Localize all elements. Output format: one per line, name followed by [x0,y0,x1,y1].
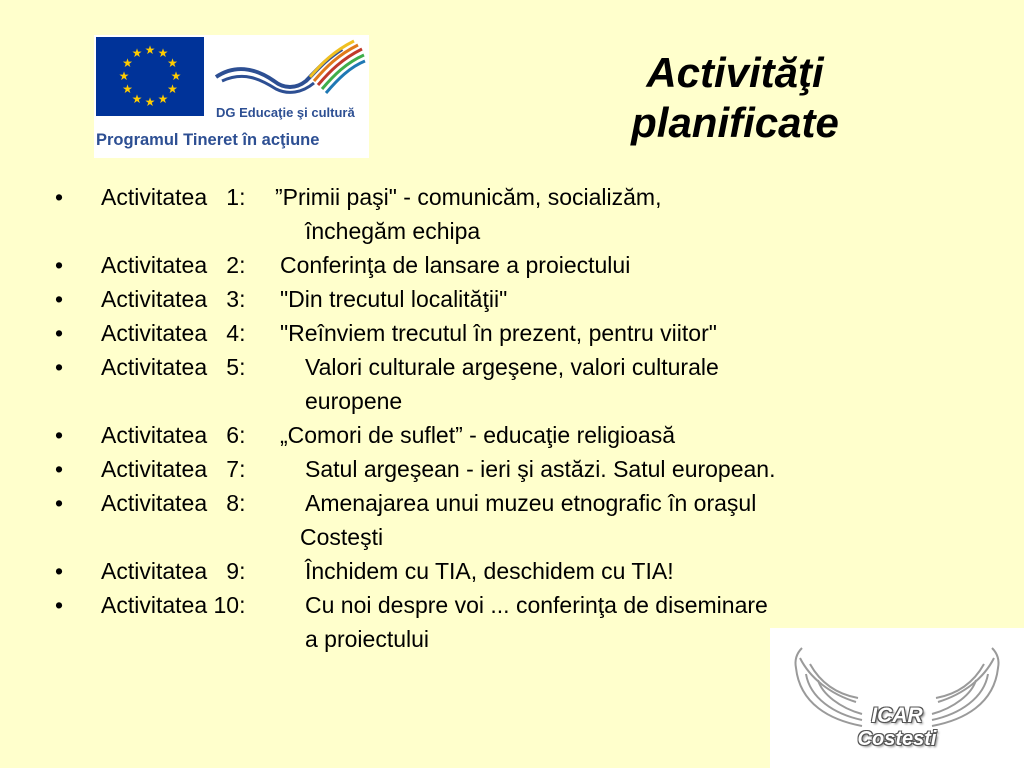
bullet-icon: • [55,184,64,210]
icar-logo [770,628,1024,768]
program-logo [94,35,369,158]
icar-title: ICAR [871,704,923,727]
eu-star-icon: ★ [122,56,133,70]
eu-star-icon: ★ [131,91,143,106]
eu-star-icon: ★ [144,95,156,109]
activity-description-line: Costeşti [300,524,384,550]
activity-description: Închidem cu TIA, deschidem cu TIA! [305,558,674,584]
activity-description-continued [55,520,955,554]
eu-star-icon: ★ [131,46,143,61]
eu-star-icon: ★ [167,82,178,96]
list-item [55,486,955,520]
activity-label: Activitatea 3: [101,286,246,312]
list-item [55,180,955,214]
dg-education-text: DG Educaţie şi cultură [216,105,355,120]
activity-list [55,180,955,656]
eu-star-icon: ★ [144,43,156,57]
activity-description: Valori culturale argeşene, valori culturale [305,354,719,380]
activity-label: Activitatea 10: [101,592,246,618]
list-item [55,554,955,588]
list-item [55,418,955,452]
activity-description: "Reînviem trecutul în prezent, pentru viitor" [280,320,717,346]
activity-description: Amenajarea unui muzeu etnografic în oraşul [305,490,757,516]
activity-description-continued [55,214,955,248]
list-item [55,316,955,350]
activity-label: Activitatea 1: [101,184,246,210]
activity-description-continued [55,384,955,418]
page-title [560,48,910,148]
bullet-icon: • [55,286,64,312]
eu-star-icon: ★ [157,91,169,106]
activity-description: ”Primii paşi" - comunicăm, socializăm, [275,184,662,210]
bullet-icon: • [55,558,64,584]
activity-label: Activitatea 9: [101,558,246,584]
list-item [55,588,955,622]
activity-label: Activitatea 7: [101,456,246,482]
list-item [55,248,955,282]
eu-flag-icon [96,37,204,116]
activity-label: Activitatea 6: [101,422,246,448]
eu-star-icon: ★ [118,69,130,83]
bullet-icon: • [55,592,64,618]
bullet-icon: • [55,490,64,516]
list-item [55,350,955,384]
activity-label: Activitatea 2: [101,252,246,278]
program-name-text: Programul Tineret în acţiune [96,131,320,149]
eu-star-icon: ★ [170,69,182,83]
title-line-2: planificate [631,99,839,146]
activity-description-line: europene [305,388,403,414]
activity-description: "Din trecutul localităţii" [280,286,508,312]
activity-description: „Comori de suflet” - educaţie religioasă [280,422,676,448]
eu-star-icon: ★ [167,56,178,70]
bullet-icon: • [55,422,64,448]
activity-label: Activitatea 5: [101,354,246,380]
activity-label: Activitatea 8: [101,490,246,516]
activity-description-line: închegăm echipa [305,218,481,244]
activity-description: Satul argeşean - ieri şi astăzi. Satul european. [305,456,776,482]
bullet-icon: • [55,354,64,380]
bullet-icon: • [55,252,64,278]
activity-description-line: a proiectului [305,626,430,652]
icar-subtitle: Costesti [857,728,937,750]
bullet-icon: • [55,456,64,482]
bullet-icon: • [55,320,64,346]
activity-description: Cu noi despre voi ... conferinţa de diseminare [305,592,768,618]
list-item [55,282,955,316]
eu-star-icon: ★ [157,46,169,61]
eu-star-icon: ★ [122,82,133,96]
title-line-1: Activităţi [646,49,824,96]
activity-label: Activitatea 4: [101,320,246,346]
list-item [55,452,955,486]
activity-description: Conferinţa de lansare a proiectului [280,252,631,278]
